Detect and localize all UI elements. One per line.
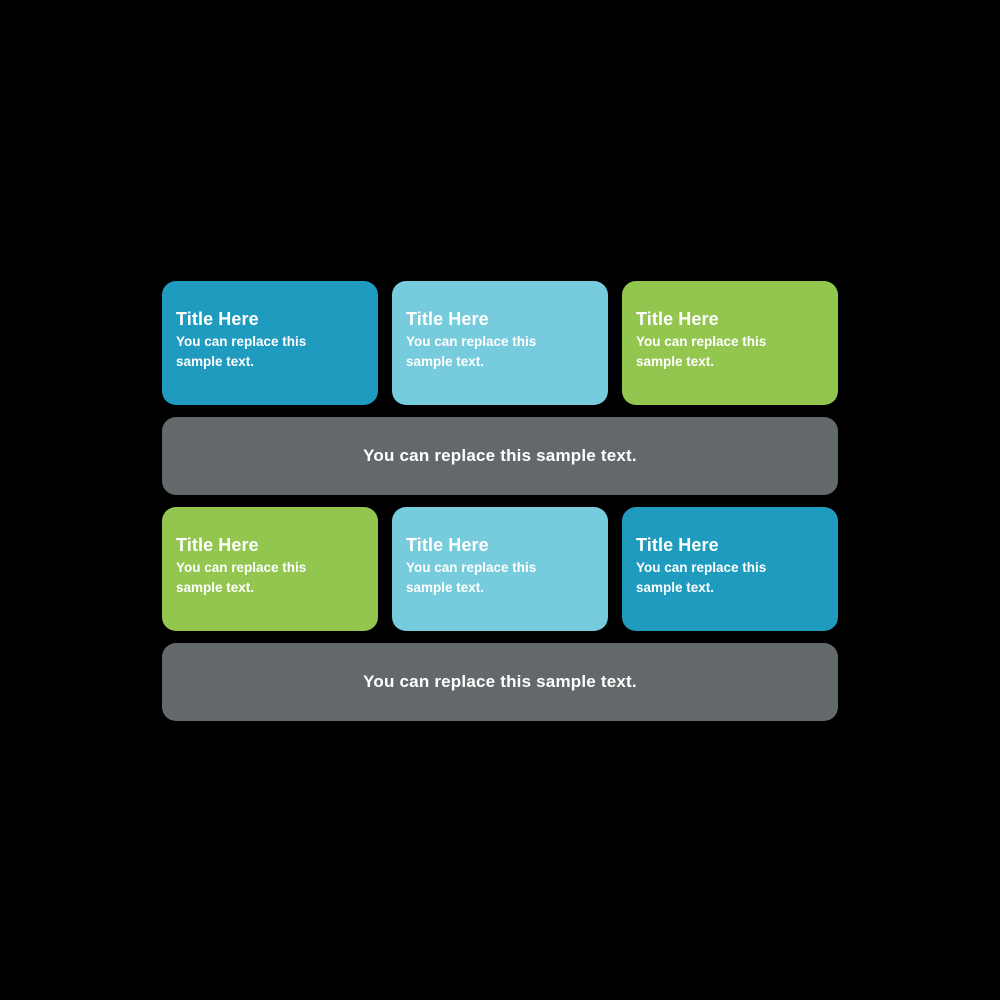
card-top-1[interactable] [162, 281, 378, 405]
card-body: You can replace this sample text. [406, 334, 537, 369]
card-title: Title Here [636, 535, 719, 555]
card-body: You can replace this sample text. [406, 560, 537, 595]
card-row-bottom [162, 507, 838, 631]
card-body: You can replace this sample text. [636, 334, 767, 369]
card-bottom-2[interactable] [392, 507, 608, 631]
card-bottom-1[interactable] [162, 507, 378, 631]
card-title: Title Here [406, 535, 489, 555]
banner-top[interactable] [162, 417, 838, 495]
banner-text: You can replace this sample text. [363, 446, 637, 465]
card-row-top [162, 281, 838, 405]
card-bottom-3[interactable] [622, 507, 838, 631]
card-title: Title Here [636, 309, 719, 329]
banner-bottom[interactable] [162, 643, 838, 721]
banner-text: You can replace this sample text. [363, 672, 637, 691]
diagram-container [162, 281, 838, 721]
card-top-2[interactable] [392, 281, 608, 405]
card-top-3[interactable] [622, 281, 838, 405]
card-body: You can replace this sample text. [636, 560, 767, 595]
card-title: Title Here [406, 309, 489, 329]
card-title: Title Here [176, 535, 259, 555]
card-body: You can replace this sample text. [176, 560, 307, 595]
card-title: Title Here [176, 309, 259, 329]
card-body: You can replace this sample text. [176, 334, 307, 369]
